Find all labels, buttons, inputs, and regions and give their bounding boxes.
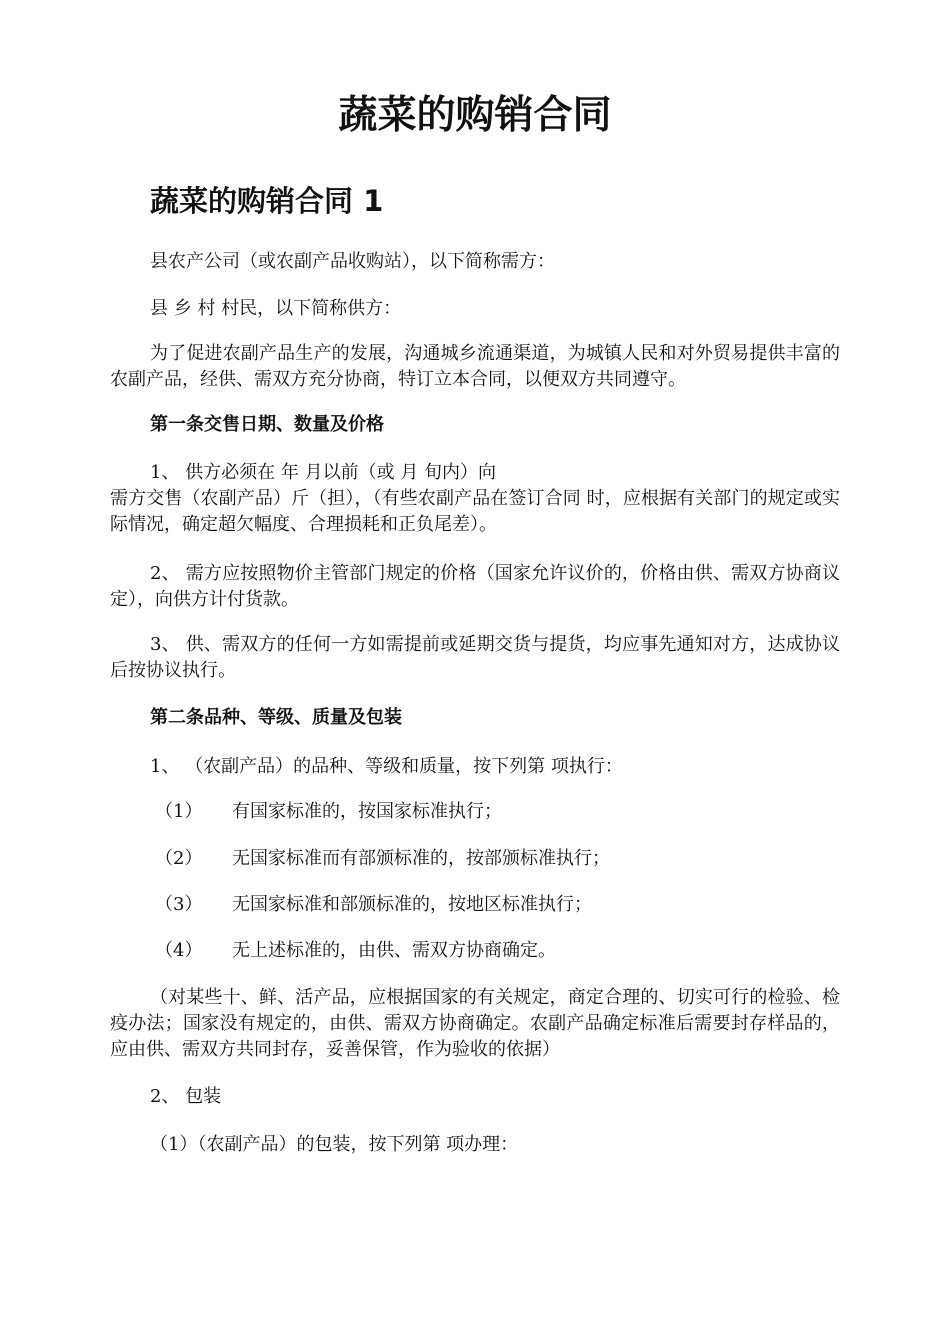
packaging-subitem-1: （1）（农副产品）的包装，按下列第 项办理： bbox=[150, 1134, 519, 1155]
standard-option-number: （4） bbox=[155, 940, 203, 961]
standard-option-number: （1） bbox=[155, 801, 203, 822]
article-2-title: 第二条品种、等级、质量及包装 bbox=[150, 707, 402, 728]
standard-option-number: （3） bbox=[155, 894, 203, 915]
document-title: 蔬菜的购销合同 bbox=[338, 93, 612, 138]
buyer-line: 县农产公司（或农副产品收购站），以下简称需方： bbox=[150, 251, 555, 272]
standard-option-text: 无上述标准的，由供、需双方协商确定。 bbox=[232, 940, 556, 961]
standard-option-text: 有国家标准的，按国家标准执行； bbox=[232, 801, 502, 822]
article-1-item-1-first-line: 1、 供方必须在 年 月以前（或 月 旬内）向 bbox=[150, 462, 497, 483]
article-2-item-1: 1、 （农副产品）的品种、等级和质量，按下列第 项执行： bbox=[150, 756, 623, 777]
article-1-item-1-rest: 需方交售（农副产品）斤（担），（有些农副产品在签订合同 时，应根据有关部门的规定或实际情况，确定超欠幅度、合理损耗和正负尾差）。 bbox=[110, 488, 840, 535]
article-1-item-2: 2、 需方应按照物价主管部门规定的价格（国家允许议价的，价格由供、需双方协商议定），向供方计付货款。 bbox=[110, 563, 840, 610]
quality-note: （对某些十、鲜、活产品，应根据国家的有关规定，商定合理的、切实可行的检验、检疫办法；国家没有规定的，由供、需双方协商确定。农副产品确定标准后需要封存样品的，应由供、需双方共同封存，妥善保管，作为验收的依据） bbox=[110, 987, 840, 1060]
article-1-title: 第一条交售日期、数量及价格 bbox=[150, 414, 384, 435]
standard-option-text: 无国家标准和部颁标准的，按地区标准执行； bbox=[232, 894, 592, 915]
contract-heading: 蔬菜的购销合同 1 bbox=[150, 184, 384, 218]
seller-line: 县 乡 村 村民，以下简称供方： bbox=[150, 298, 402, 319]
article-2-item-2: 2、 包装 bbox=[150, 1086, 222, 1107]
intro-paragraph: 为了促进农副产品生产的发展，沟通城乡流通渠道，为城镇人民和对外贸易提供丰富的农副产品，经供、需双方充分协商，特订立本合同，以便双方共同遵守。 bbox=[110, 343, 840, 390]
standard-option-text: 无国家标准而有部颁标准的，按部颁标准执行； bbox=[232, 848, 610, 869]
article-1-item-3: 3、 供、需双方的任何一方如需提前或延期交货与提货，均应事先通知对方，达成协议后按协议执行。 bbox=[110, 634, 840, 681]
standard-option-number: （2） bbox=[155, 848, 203, 869]
